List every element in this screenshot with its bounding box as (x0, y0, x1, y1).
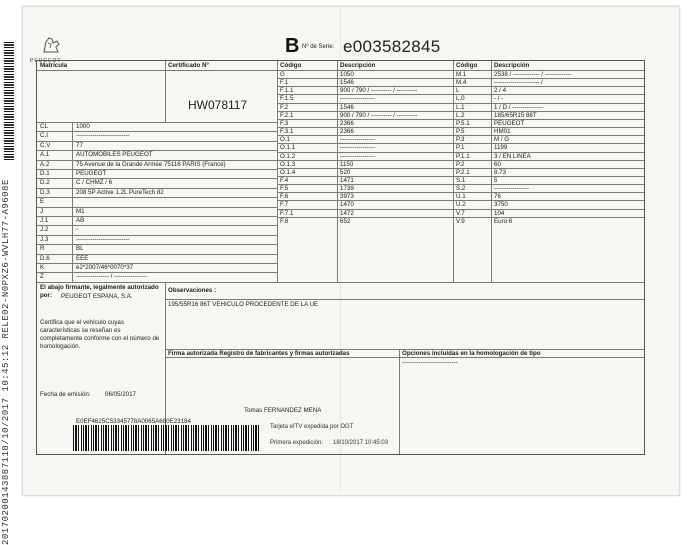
row-code: F.1.5 (280, 95, 294, 103)
row-value: 1472 (340, 209, 354, 217)
row-divider (277, 127, 453, 128)
expedicion-label: Primera expedición: (270, 440, 324, 446)
observaciones-label: Observaciones : (168, 287, 217, 294)
row-code: F.7 (280, 201, 289, 209)
row-divider (453, 168, 644, 169)
row-code: A.1 (40, 151, 50, 159)
row-divider (453, 103, 644, 104)
row-code: F.1.1 (280, 87, 294, 95)
row-divider (453, 200, 644, 201)
row-divider (37, 169, 277, 170)
row-value: 1546 (340, 103, 354, 111)
row-code: F.8 (280, 217, 289, 225)
row-divider (277, 70, 453, 71)
row-value: -------------------------- (76, 235, 130, 243)
certificado-label: Certificado Nº (168, 62, 209, 69)
row-code: L (456, 87, 460, 95)
row-divider (37, 272, 277, 273)
row-divider (453, 78, 644, 79)
row-value: 1 / D / --------------- (494, 103, 544, 111)
row-value: 3973 (340, 193, 354, 201)
row-divider (277, 160, 453, 161)
certificado-number: HW078117 (188, 98, 248, 112)
row-code: P.1 (456, 144, 465, 152)
row-code: F.2.1 (280, 111, 294, 119)
brand-logo-text: PEUGEOT (30, 58, 62, 64)
row-code: C.V (40, 141, 51, 149)
row-value: 76 (494, 193, 501, 201)
row-divider (37, 225, 277, 226)
row-value: PEUGEOT (76, 170, 107, 177)
expedicion-value: 18/10/2017 10:45:03 (333, 440, 389, 446)
row-code: J.1 (40, 217, 49, 224)
row-value: 75 Avenue de la Grande Armée 75116 PARIS (France) (76, 160, 226, 168)
row-divider (277, 135, 453, 136)
footer-barcode (73, 425, 259, 451)
row-code: L.1 (456, 103, 465, 111)
row-divider (453, 209, 644, 210)
opciones-label: Opciones incluidas en la homologación de tipo (402, 350, 541, 357)
row-divider (453, 192, 644, 193)
row-value: 3750 (494, 201, 508, 209)
row-value: 60 (494, 160, 501, 168)
row-code: F.3 (280, 119, 289, 127)
row-divider (453, 135, 644, 136)
row-divider (37, 141, 277, 142)
document-letter: B (285, 35, 300, 57)
row-value: ----------------- (340, 144, 376, 152)
certification-text: Certifica que el vehículo cuyas características se reseñan es completamente conforme con el número de homologación. (40, 319, 160, 350)
row-code: F.7.1 (280, 209, 294, 217)
row-code: G (280, 71, 285, 78)
row-code: R (40, 245, 45, 253)
row-value: M1 (76, 207, 85, 215)
row-value: 1546 (340, 79, 354, 87)
row-code: J.3 (40, 235, 49, 243)
row-code: C.I (40, 132, 48, 140)
side-tracking-code (1, 40, 16, 545)
row-code: V.9 (456, 217, 465, 225)
row-value: 900 / 790 / ---------- / ---------- (340, 87, 418, 95)
row-code: E (40, 198, 45, 206)
row-divider (453, 184, 644, 185)
row-code: J (40, 207, 44, 215)
row-code: P.3 (456, 136, 465, 144)
row-divider (453, 217, 644, 218)
row-code: L.0 (456, 95, 465, 103)
row-divider (277, 168, 453, 169)
fecha-emision-label: Fecha de emisión: (40, 391, 91, 398)
row-value: 2538 / ------------- / ------------- (494, 71, 572, 78)
row-code: O.1 (280, 136, 290, 144)
row-code: P.2.1 (456, 168, 470, 176)
row-code: S.2 (456, 185, 466, 193)
row-value: 1199 (494, 144, 508, 152)
row-divider (277, 143, 453, 144)
row-code: P.1.1 (456, 152, 470, 160)
row-code: O.1.2 (280, 152, 296, 160)
mid-desc-header: Descripción (340, 62, 376, 69)
row-divider (277, 217, 453, 218)
row-value: e2*2007/46*0070*37 (76, 264, 134, 271)
row-divider (453, 94, 644, 95)
row-code: CL (40, 123, 48, 130)
row-code: D.3 (40, 188, 50, 196)
row-divider (37, 197, 277, 198)
row-code: O.1.4 (280, 168, 296, 176)
row-divider (277, 192, 453, 193)
row-divider (277, 184, 453, 185)
row-code: P.5.1 (456, 119, 470, 127)
row-code: F.5 (280, 185, 289, 193)
row-divider (37, 254, 277, 255)
row-code: S.1 (456, 176, 466, 184)
row-value: - / - (494, 95, 504, 103)
row-divider (453, 127, 644, 128)
row-code: M.4 (456, 79, 467, 87)
row-code: O.1.3 (280, 160, 296, 168)
firma-label: Firma autorizada Registro de fabricantes y firmas autorizadas (168, 350, 350, 357)
right-code-header: Código (456, 62, 478, 69)
row-divider (37, 188, 277, 189)
row-divider (37, 244, 277, 245)
side-barcode (4, 40, 14, 160)
peugeot-lion-icon (38, 34, 64, 56)
row-divider (277, 209, 453, 210)
row-value: 1150 (340, 160, 354, 168)
row-value: 104 (494, 209, 505, 217)
side-code-text: 20170200143887118/10/2017 10:45:12 RELE02-N0PXZ6-WVLH77-A9608E (1, 179, 11, 545)
matricula-label: Matrícula (40, 62, 68, 69)
row-divider (277, 86, 453, 87)
row-value: M / G (494, 136, 510, 144)
row-divider (37, 150, 277, 151)
row-code: F.3.1 (280, 128, 294, 136)
right-desc-header: Descripción (494, 62, 530, 69)
row-value: C / CHMZ / 6 (76, 179, 113, 187)
row-divider (37, 235, 277, 236)
row-value: 2366 (340, 128, 354, 136)
row-divider (453, 152, 644, 153)
row-value: -------------------------- (76, 132, 130, 140)
row-value: AB (76, 217, 85, 224)
row-divider (453, 86, 644, 87)
row-code: K (40, 264, 45, 271)
row-code: O.1.1 (280, 144, 296, 152)
row-value: 2366 (340, 119, 354, 127)
row-divider (37, 207, 277, 208)
row-value: PEUGEOT (494, 119, 525, 127)
fecha-emision-value: 06/05/2017 (105, 391, 136, 398)
serie-number: e003582845 (343, 37, 441, 56)
row-code: Z (40, 273, 44, 281)
row-code: L.2 (456, 111, 465, 119)
opciones-value: --------------------------- (402, 359, 458, 366)
row-code: A.2 (40, 160, 50, 168)
row-divider (277, 200, 453, 201)
row-value: EEE (76, 254, 89, 262)
row-divider (37, 160, 277, 161)
row-divider (277, 103, 453, 104)
row-value: 1739 (340, 185, 354, 193)
row-divider (277, 152, 453, 153)
row-value: 520 (340, 168, 351, 176)
signer-label: El abajo firmante, legalmente autorizado por: (40, 284, 159, 299)
row-divider (277, 78, 453, 79)
serie-label: Nº de Serie: (302, 44, 335, 50)
row-value: ----------------- (340, 136, 376, 144)
row-value: Euro 6 (494, 217, 513, 225)
row-divider (453, 70, 644, 71)
row-divider (37, 178, 277, 179)
row-value: ----------------- (340, 95, 376, 103)
tarjeta-text: Tarjeta eITV expedida por OGT (270, 424, 354, 430)
row-divider (277, 176, 453, 177)
barcode-text: E0EF4625C53345778A0065A680E23184 (76, 418, 191, 425)
row-code: D.6 (40, 254, 50, 262)
row-code: F.4 (280, 176, 289, 184)
row-divider (37, 216, 277, 217)
row-divider (453, 143, 644, 144)
row-code: J.2 (40, 226, 49, 234)
mid-code-header: Código (280, 62, 302, 69)
row-divider (453, 176, 644, 177)
row-code: P.2 (456, 160, 465, 168)
row-divider (453, 111, 644, 112)
row-divider (453, 119, 644, 120)
row-divider (277, 111, 453, 112)
row-code: V.7 (456, 209, 465, 217)
row-value: 900 / 790 / ---------- / ---------- (340, 111, 418, 119)
row-value: 2 / 4 (494, 87, 507, 95)
row-divider (453, 160, 644, 161)
row-value: AUTOMOBILES PEUGEOT (76, 151, 153, 159)
row-value: 3 / EN LINEA (494, 152, 531, 160)
row-code: U.2 (456, 201, 466, 209)
row-value: 5 (494, 176, 498, 184)
row-divider (277, 94, 453, 95)
row-value: ---------------------- / (494, 79, 543, 87)
row-value: 185/65R15 88T (494, 111, 537, 119)
row-code: F.6 (280, 193, 289, 201)
row-value: 652 (340, 217, 351, 225)
row-value: 77 (76, 141, 83, 149)
row-divider (37, 131, 277, 132)
row-value: ---------------- / ---------------- (76, 273, 148, 281)
row-value: 208 5P Active 1.2L PureTech 82 (76, 188, 164, 196)
row-value: 1050 (340, 71, 354, 78)
row-value: 1000 (76, 123, 90, 130)
row-value: 8.73 (494, 168, 507, 176)
row-code: D.2 (40, 179, 50, 187)
row-divider (277, 119, 453, 120)
row-value: ----------------- (340, 152, 376, 160)
row-code: F.1 (280, 79, 289, 87)
row-code: F.2 (280, 103, 289, 111)
row-value: - (76, 226, 79, 234)
row-code: P.5 (456, 128, 465, 136)
row-value: ----------------- (494, 185, 530, 193)
row-value: 1470 (340, 201, 354, 209)
signer-name: Tomas FERNANDEZ MENA (244, 407, 322, 414)
row-value: BL (76, 245, 84, 253)
row-value: 1471 (340, 176, 354, 184)
observaciones-text: 195/55R16 86T VEHICULO PROCEDENTE DE LA UE (168, 301, 319, 308)
row-value: HM01 (494, 128, 511, 136)
row-code: M.1 (456, 71, 467, 78)
row-code: D.1 (40, 170, 50, 177)
row-code: U.1 (456, 193, 466, 201)
row-divider (37, 122, 277, 123)
signer-company: PEUGEOT ESPAÑA, S.A. (61, 293, 133, 300)
row-divider (37, 263, 277, 264)
itv-form (36, 60, 645, 455)
